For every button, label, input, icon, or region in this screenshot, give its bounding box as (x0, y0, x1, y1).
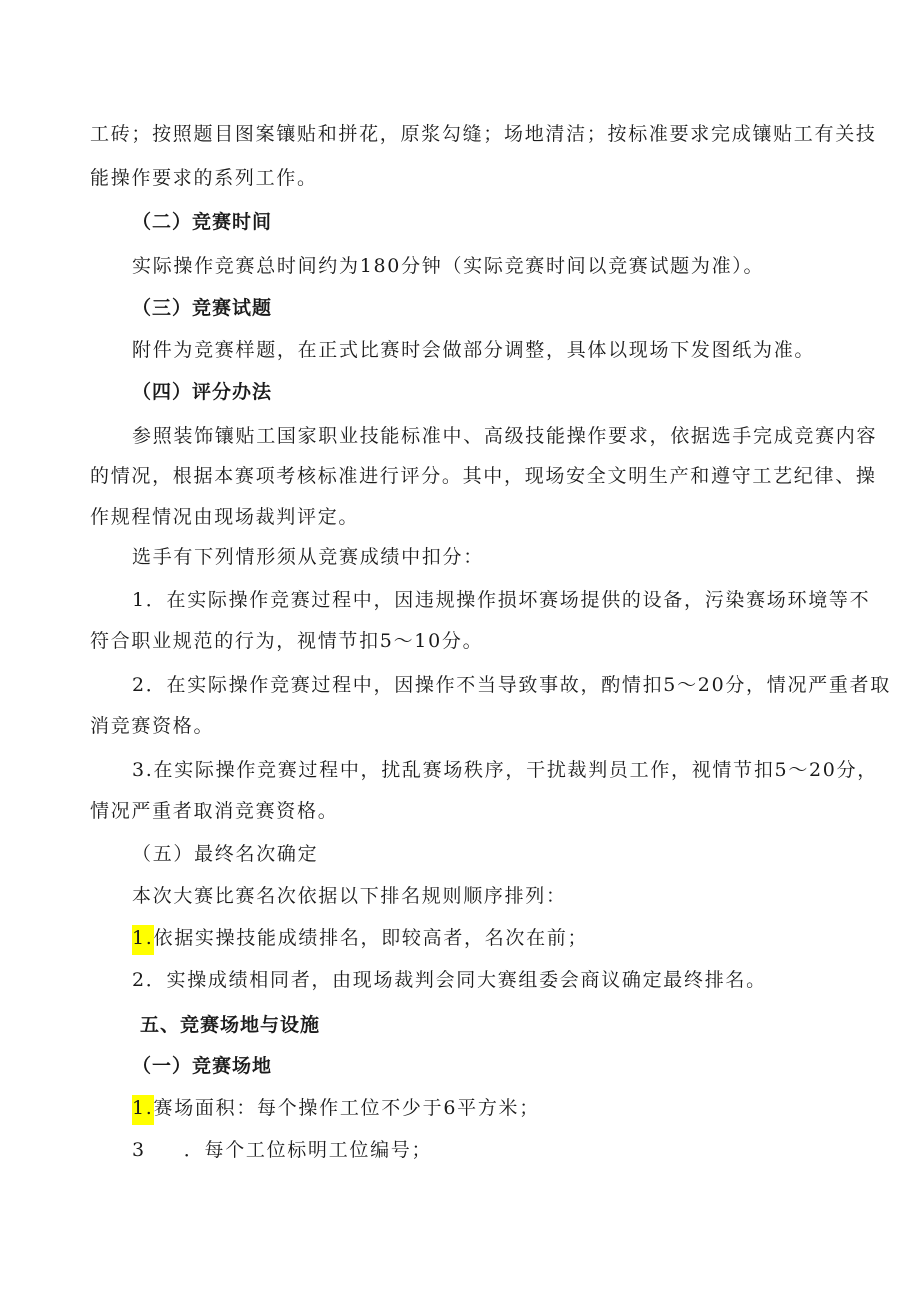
subheading-venue: （一）竞赛场地 (132, 1055, 273, 1077)
list-item-continuation: 消竞赛资格。 (90, 715, 215, 737)
highlighted-number: 1. (132, 1095, 154, 1125)
paragraph-line: 实际操作竞赛总时间约为180分钟（实际竞赛时间以竞赛试题为准）。 (132, 255, 765, 277)
list-item (132, 925, 588, 951)
paragraph-line: 作规程情况由现场裁判评定。 (90, 506, 360, 528)
paragraph-line: 能操作要求的系列工作。 (90, 167, 318, 189)
list-item-text: ．每个工位标明工位编号； (183, 1139, 433, 1161)
highlighted-number: 1. (132, 925, 154, 955)
list-item (132, 1137, 432, 1163)
list-item: 2．实操成绩相同者，由现场裁判会同大赛组委会商议确定最终排名。 (132, 969, 767, 991)
subheading-final-ranking: （五）最终名次确定 (132, 843, 319, 865)
subheading-competition-time: （二）竞赛时间 (132, 211, 273, 233)
paragraph-line: 选手有下列情形须从竞赛成绩中扣分： (132, 546, 484, 568)
list-item-continuation: 符合职业规范的行为，视情节扣5～10分。 (90, 630, 484, 652)
paragraph-line: 工砖；按照题目图案镶贴和拼花，原浆勾缝；场地清洁；按标准要求完成镶贴工有关技 (90, 123, 877, 145)
subheading-scoring-method: （四）评分办法 (132, 381, 273, 403)
list-item: 3.在实际操作竞赛过程中，扰乱赛场秩序，干扰裁判员工作，视情节扣5～20分， (132, 759, 878, 781)
paragraph-line: 本次大赛比赛名次依据以下排名规则顺序排列： (132, 885, 567, 907)
list-item (132, 1095, 540, 1121)
list-item: 2．在实际操作竞赛过程中，因操作不当导致事故，酌情扣5～20分，情况严重者取 (132, 674, 891, 696)
list-item-number: 3 (132, 1139, 146, 1161)
section-heading-venue-facilities: 五、竞赛场地与设施 (140, 1014, 321, 1036)
paragraph-line: 的情况，根据本赛项考核标准进行评分。其中，现场安全文明生产和遵守工艺纪律、操 (90, 465, 877, 487)
list-item-text: 依据实操技能成绩排名，即较高者，名次在前； (153, 927, 589, 949)
list-item-text: 赛场面积：每个操作工位不少于6平方米； (153, 1097, 540, 1119)
paragraph-line: 参照装饰镶贴工国家职业技能标准中、高级技能操作要求，依据选手完成竞赛内容 (132, 425, 878, 447)
list-item-continuation: 情况严重者取消竞赛资格。 (90, 800, 339, 822)
paragraph-line: 附件为竞赛样题，在正式比赛时会做部分调整，具体以现场下发图纸为准。 (132, 339, 816, 361)
list-item: 1．在实际操作竞赛过程中，因违规操作损坏赛场提供的设备，污染赛场环境等不 (132, 589, 871, 611)
subheading-competition-questions: （三）竞赛试题 (132, 297, 273, 319)
